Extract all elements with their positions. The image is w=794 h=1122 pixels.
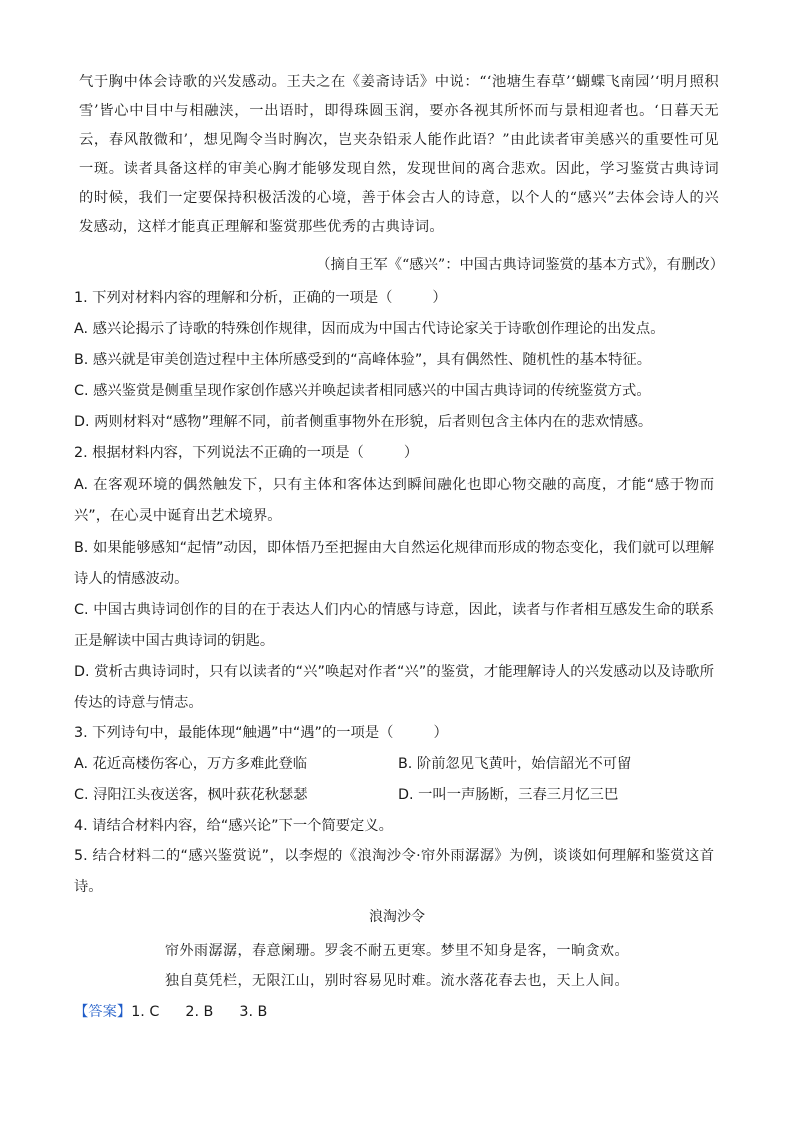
question-1-option-b: B. 感兴就是审美创造过程中主体所感受到的“高峰体验”，具有偶然性、随机性的基本特征。 [74, 352, 651, 368]
question-2-option-d: D. 赏析古典诗词时，只有以读者的“兴”唤起对作者“兴”的鉴赏，才能理解诗人的兴发感动以及诗歌所传达的诗意与情志。 [74, 664, 714, 711]
source-citation: （摘自王军《“感兴”：中国古典诗词鉴赏的基本方式》，有删改） [316, 257, 724, 273]
question-1-stem: 1. 下列对材料内容的理解和分析，正确的一项是（ ） [74, 290, 447, 306]
question-2-option-c: C. 中国古典诗词创作的目的在于表达人们内心的情感与诗意，因此，读者与作者相互感发生命的联系正是解读中国古典诗词的钥匙。 [74, 602, 714, 649]
question-2-option-a: A. 在客观环境的偶然触发下，只有主体和客体达到瞬间融化也即心物交融的高度，才能“感于物而兴”，在心灵中诞育出艺术境界。 [74, 477, 714, 524]
question-3-option-a: A. 花近高楼伤客心，万方多难此登临 [74, 756, 308, 772]
passage-paragraph: 气于胸中体会诗歌的兴发感动。王夫之在《姜斋诗话》中说：“‘池塘生春草’‘蝴蝶飞南园’‘明月照积雪’皆心中目中与相融浃，一出语时，即得珠圆玉润，要亦各视其所怀而与景相迎者也。‘日暮天无云，春风散微和’，想见陶令当时胸次，岂夹杂铅汞人能作此语？”由此读者审美感兴的重要性可见一斑。读者具备这样的审美心胸才能够发现自然，发现世间的离合悲欢。因此，学习鉴赏古典诗词的时候，我们一定要保持积极活泼的心境，善于体会古人的诗意，以个人的“感兴”去体会诗人的兴发感动，这样才能真正理解和鉴赏那些优秀的古典诗词。 [79, 74, 719, 235]
poem-line-1: 帘外雨潺潺，春意阑珊。罗衾不耐五更寒。梦里不知身是客，一晌贪欢。 [165, 943, 629, 959]
question-1-option-c: C. 感兴鉴赏是侧重呈现作家创作感兴并唤起读者相同感兴的中国古典诗词的传统鉴赏方式。 [74, 383, 651, 399]
question-4: 4. 请结合材料内容，给“感兴论”下一个简要定义。 [74, 818, 393, 834]
question-1-option-a: A. 感兴论揭示了诗歌的特殊创作规律，因而成为中国古代诗论家关于诗歌创作理论的出发点。 [74, 321, 665, 337]
answer-line [74, 1001, 293, 1023]
answer-item: 3. B [239, 1004, 268, 1020]
question-1-option-d: D. 两则材料对“感物”理解不同，前者侧重事物外在形貌，后者则包含主体内在的悲欢情感。 [74, 414, 653, 430]
answer-item: 2. B [185, 1004, 214, 1020]
answer-item: 1. C [131, 1004, 160, 1020]
question-2-option-b: B. 如果能够感知“起情”动因，即体悟乃至把握由大自然运化规律而形成的物态变化，我们就可以理解诗人的情感波动。 [74, 540, 714, 587]
poem-title: 浪淘沙令 [369, 909, 425, 925]
question-3-option-d: D. 一叫一声肠断，三春三月忆三巴 [398, 787, 619, 803]
question-5: 5. 结合材料二的“感兴鉴赏说”，以李煜的《浪淘沙令·帘外雨潺潺》为例，谈谈如何理解和鉴赏这首诗。 [74, 848, 714, 895]
question-3-stem: 3. 下列诗句中，最能体现“触遇”中“遇”的一项是（ ） [74, 725, 448, 741]
question-3-option-b: B. 阶前忽见飞黄叶，始信韶光不可留 [398, 756, 632, 772]
question-3-option-c: C. 浔阳江头夜送客，枫叶荻花秋瑟瑟 [74, 787, 308, 803]
question-2-stem: 2. 根据材料内容，下列说法不正确的一项是（ ） [74, 445, 419, 461]
poem-line-2: 独自莫凭栏，无限江山，别时容易见时难。流水落花春去也，天上人间。 [165, 973, 629, 989]
answer-label: 【答案】 [74, 1004, 132, 1020]
